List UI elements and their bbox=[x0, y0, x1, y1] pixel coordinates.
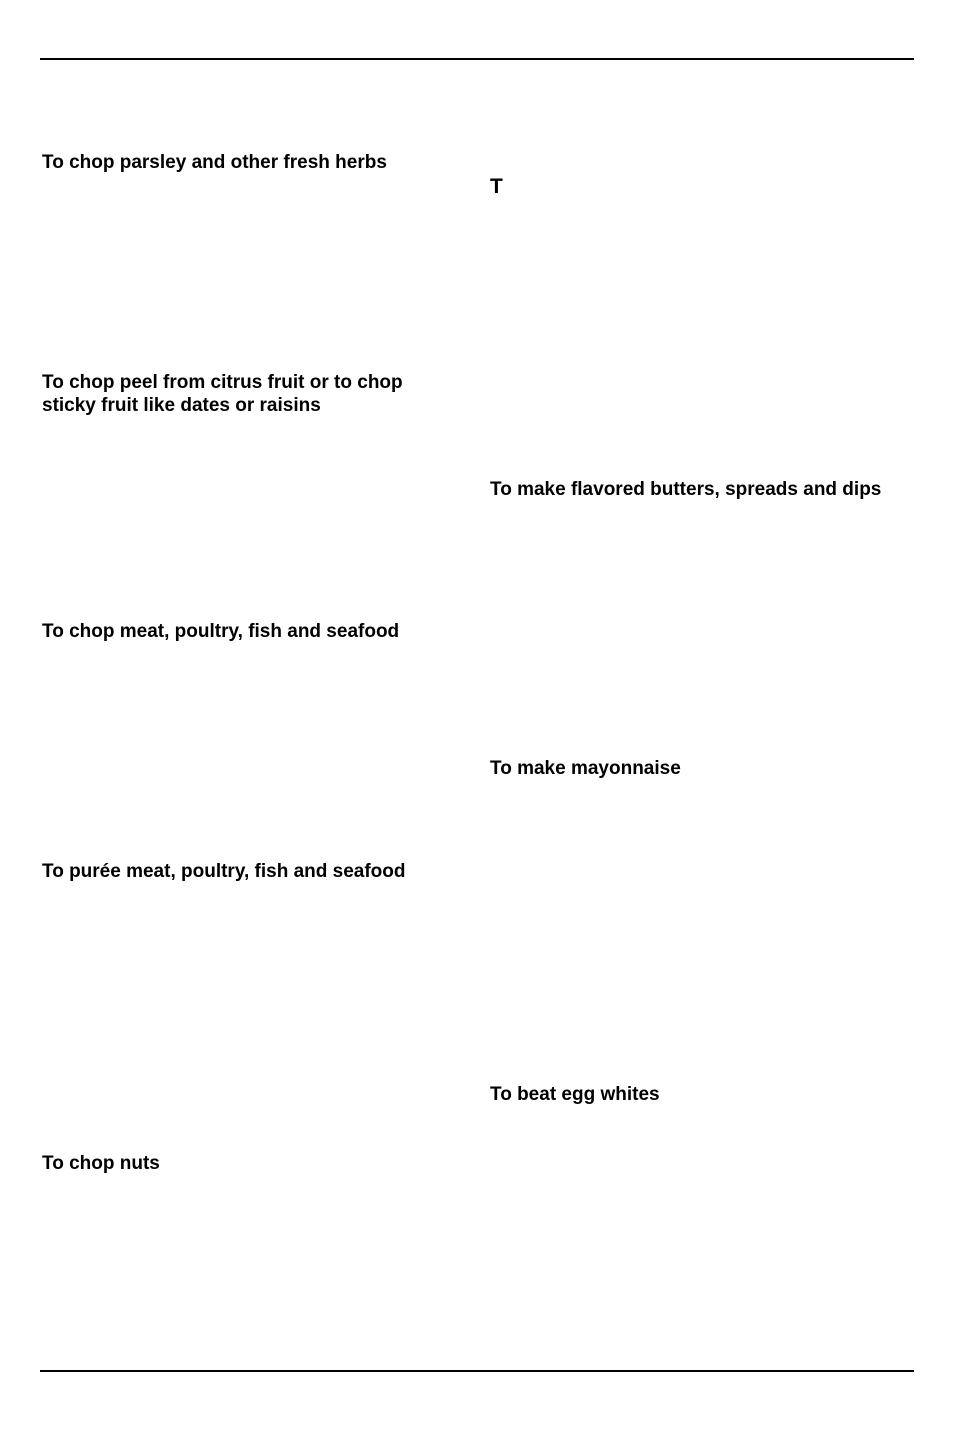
puree-heading: To purée meat, poultry, fish and seafood bbox=[42, 861, 406, 882]
t-heading: T bbox=[490, 175, 503, 198]
nuts-heading: To chop nuts bbox=[42, 1153, 160, 1174]
citrus-heading-line2: sticky fruit like dates or raisins bbox=[42, 395, 321, 416]
butters-heading: To make flavored butters, spreads and dips bbox=[490, 479, 882, 500]
egg-whites-heading: To beat egg whites bbox=[490, 1084, 660, 1105]
bottom-rule bbox=[40, 1370, 914, 1372]
citrus-heading-line1: To chop peel from citrus fruit or to chop bbox=[42, 372, 403, 393]
citrus-heading bbox=[42, 371, 462, 417]
mayonnaise-heading: To make mayonnaise bbox=[490, 758, 681, 779]
parsley-heading: To chop parsley and other fresh herbs bbox=[42, 152, 387, 173]
top-rule bbox=[40, 58, 914, 60]
meat-heading: To chop meat, poultry, fish and seafood bbox=[42, 621, 400, 642]
